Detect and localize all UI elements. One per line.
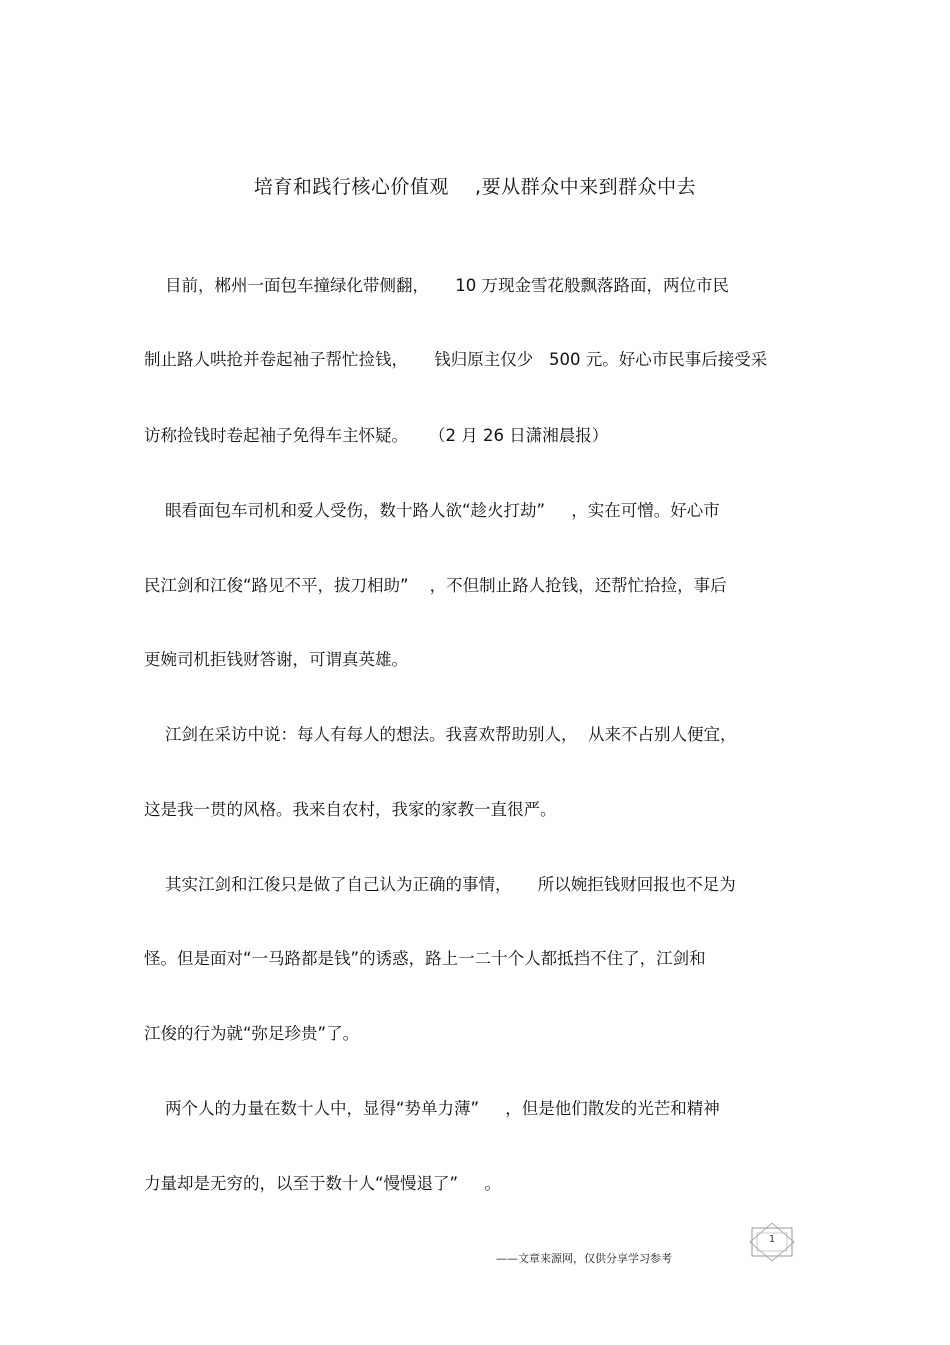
paragraph-line: 访称捡钱时卷起袖子免得车主怀疑。 （2 月 26 日潇湘晨报） bbox=[144, 426, 609, 445]
paragraph-line: 这是我一贯的风格。我来自农村，我家的家教一直很严。 bbox=[144, 800, 557, 819]
paragraph-line: 江俊的行为就“弥足珍贵”了。 bbox=[144, 1024, 360, 1043]
paragraph-line: 目前，郴州一面包车撞绿化带侧翻， 10 万现金雪花般飘落路面，两位市民 bbox=[144, 276, 729, 295]
page-number: 1 bbox=[768, 1234, 776, 1245]
paragraph-line: 其实江剑和江俊只是做了自己认为正确的事情， 所以婉拒钱财回报也不足为 bbox=[144, 875, 736, 894]
paragraph-line: 制止路人哄抢并卷起袖子帮忙捡钱， 钱归原主仅少 500 元。好心市民事后接受采 bbox=[144, 350, 768, 369]
paragraph-line: 更婉司机拒钱财答谢，可谓真英雄。 bbox=[144, 650, 408, 669]
source-note: ——文章来源网，仅供分享学习参考 bbox=[496, 1252, 672, 1265]
paragraph-line: 怪。但是面对“一马路都是钱”的诱惑，路上一二十个人都抵挡不住了，江剑和 bbox=[144, 949, 706, 968]
paragraph-line: 江剑在采访中说：每人有每人的想法。我喜欢帮助别人， 从来不占别人便宜， bbox=[144, 725, 737, 744]
paragraph-line: 民江剑和江俊“路见不平，拔刀相助” ，不但制止路人抢钱，还帮忙拾捡，事后 bbox=[144, 576, 727, 595]
paragraph-line: 力量却是无穷的，以至于数十人“慢慢退了” 。 bbox=[144, 1174, 501, 1193]
paragraph-line: 两个人的力量在数十人中，显得“势单力薄” ，但是他们散发的光芒和精神 bbox=[144, 1099, 720, 1118]
page-number-badge bbox=[748, 1222, 796, 1262]
document-title: 培育和践行核心价值观 ,要从群众中来到群众中去 bbox=[253, 176, 697, 198]
paragraph-line: 眼看面包车司机和爱人受伤，数十路人欲“趁火打劫” ，实在可憎。好心市 bbox=[144, 501, 720, 520]
